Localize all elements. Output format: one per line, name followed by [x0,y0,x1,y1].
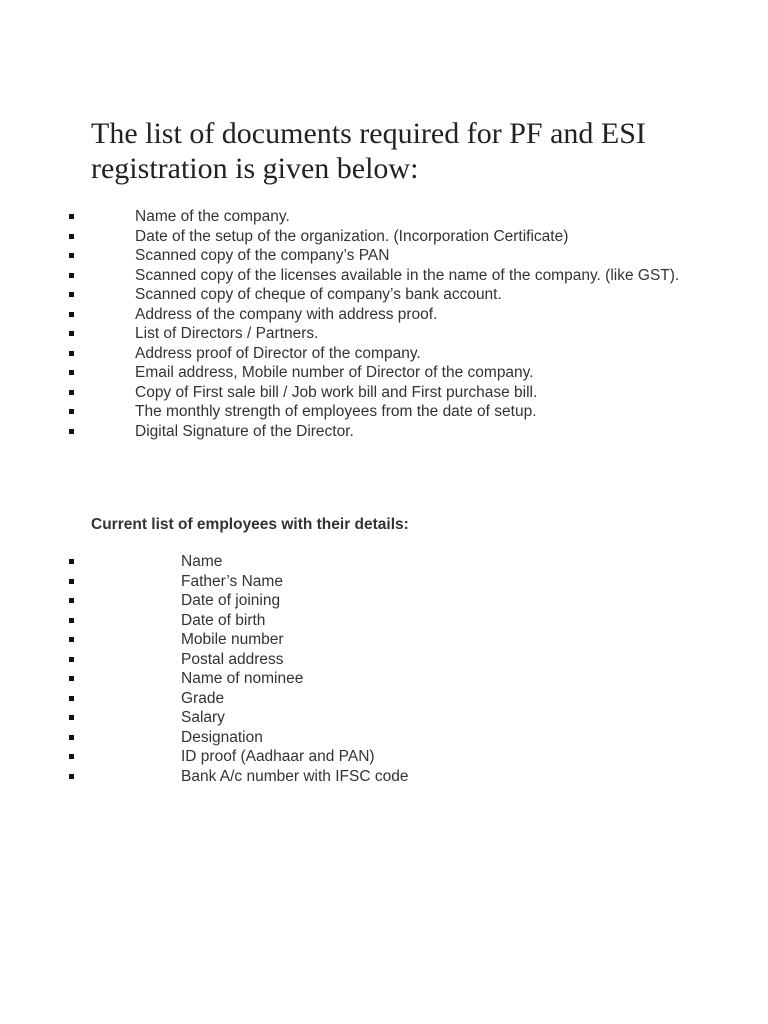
list-item [0,572,680,592]
list-item [0,591,680,611]
square-bullet-icon [69,618,74,623]
list-item [0,344,680,364]
list-item [0,266,680,286]
list-item-text: Scanned copy of cheque of company’s bank account. [135,286,502,303]
list-item [0,689,680,709]
list-item [0,611,680,631]
list-item-text: Address proof of Director of the company. [135,344,421,362]
employee-details-list [0,552,680,786]
square-bullet-icon [69,676,74,681]
square-bullet-icon [69,754,74,759]
square-bullet-icon [69,214,74,219]
list-item [0,552,680,572]
list-item-text: List of Directors / Partners. [135,325,319,342]
list-item [0,708,680,728]
square-bullet-icon [69,409,74,414]
square-bullet-icon [69,429,74,434]
list-item-text: Postal address [181,650,284,668]
square-bullet-icon [69,774,74,779]
list-item [0,747,680,767]
square-bullet-icon [69,390,74,395]
square-bullet-icon [69,331,74,336]
square-bullet-icon [69,735,74,740]
list-item-text: Date of the setup of the organization. (Incorporation Certificate) [135,227,569,245]
square-bullet-icon [69,637,74,642]
list-item-text: Name of nominee [181,670,304,687]
square-bullet-icon [69,598,74,603]
list-item [0,728,680,748]
list-item-text: Name [181,553,223,570]
list-item [0,324,680,344]
square-bullet-icon [69,351,74,356]
list-item-text: Copy of First sale bill / Job work bill and First purchase bill. [135,383,538,401]
list-item [0,227,680,247]
square-bullet-icon [69,234,74,239]
employees-heading: Current list of employees with their details: [91,516,409,533]
list-item [0,650,680,670]
list-item [0,630,680,650]
list-item-text: Bank A/c number with IFSC code [181,767,409,785]
square-bullet-icon [69,370,74,375]
list-item-text: Digital Signature of the Director. [135,422,354,440]
square-bullet-icon [69,559,74,564]
list-item-text: Date of joining [181,592,281,609]
list-item [0,767,680,787]
square-bullet-icon [69,657,74,662]
documents-list [0,207,680,441]
list-item-text: The monthly strength of employees from the date of setup. [135,403,537,420]
list-item-text: Mobile number [181,631,284,648]
list-item [0,669,680,689]
page-title: The list of documents required for PF and ESI registration is given below: [91,117,646,185]
list-item-text: Scanned copy of the company’s PAN [135,247,390,264]
square-bullet-icon [69,715,74,720]
list-item-text: Salary [181,709,225,726]
list-item-text: Address of the company with address proof. [135,305,438,323]
square-bullet-icon [69,579,74,584]
list-item [0,305,680,325]
list-item-text: Email address, Mobile number of Director of the company. [135,364,534,381]
square-bullet-icon [69,253,74,258]
list-item [0,207,680,227]
list-item-text: Father’s Name [181,572,283,590]
list-item [0,246,680,266]
list-item [0,363,680,383]
list-item-text: Date of birth [181,611,266,629]
square-bullet-icon [69,696,74,701]
square-bullet-icon [69,292,74,297]
list-item-text: Name of the company. [135,208,290,225]
list-item [0,402,680,422]
list-item-text: ID proof (Aadhaar and PAN) [181,748,375,765]
list-item [0,285,680,305]
list-item-text: Grade [181,689,225,707]
list-item [0,383,680,403]
list-item-text: Scanned copy of the licenses available in the name of the company. (like GST). [135,266,680,284]
square-bullet-icon [69,273,74,278]
list-item [0,422,680,442]
list-item-text: Designation [181,728,263,746]
square-bullet-icon [69,312,74,317]
